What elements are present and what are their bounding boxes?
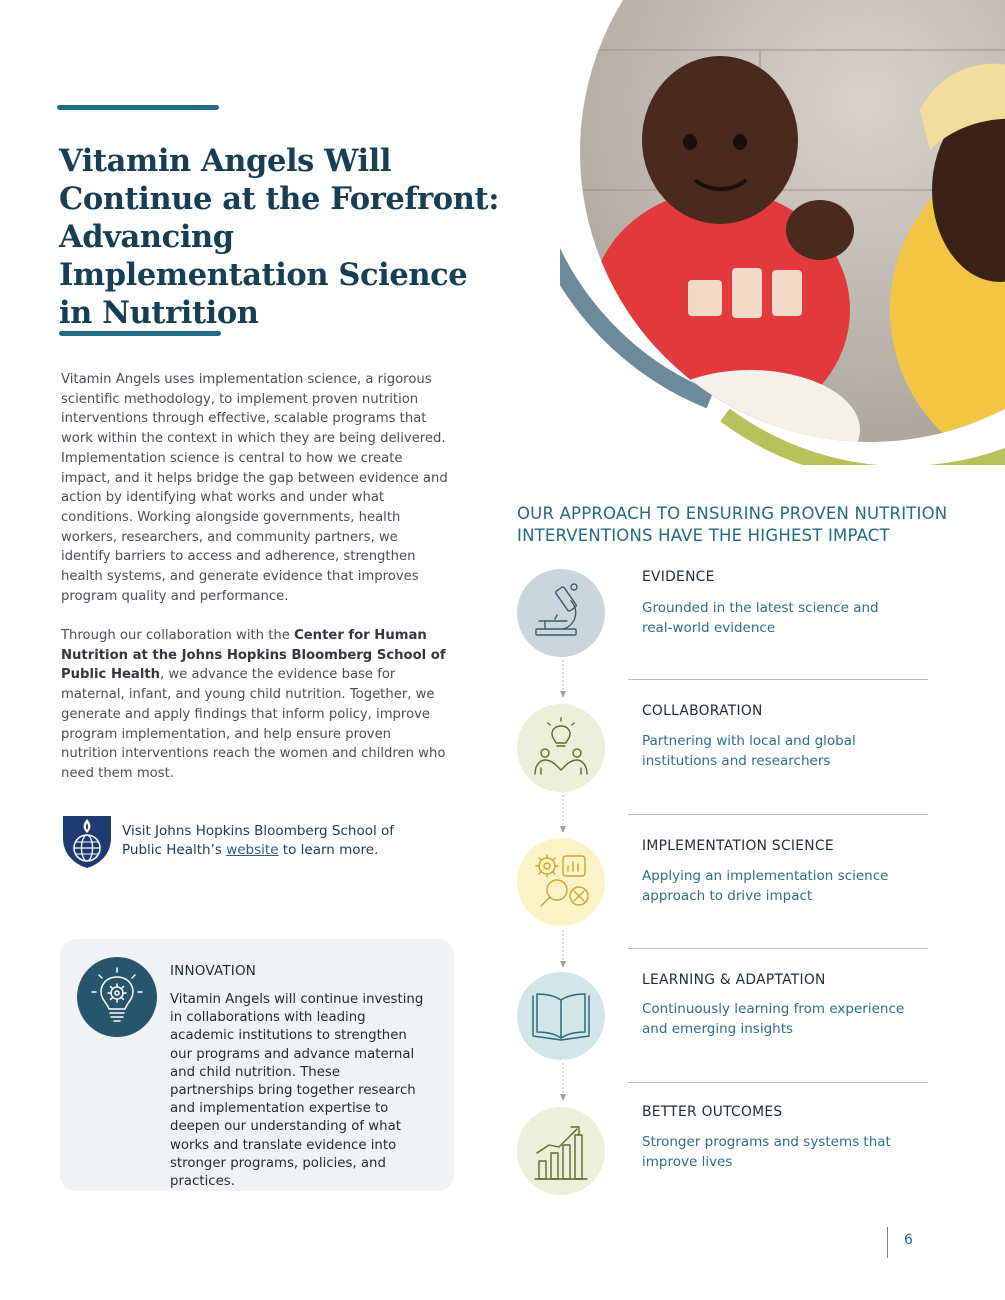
body-paragraph-1: Vitamin Angels uses implementation science, a rigorous scientific methodology, to implement proven nutrition interventions through effective, scalable programs that work within the context in which they are being delivered. Implementation science is central to how we create impact, and it helps bridge the gap between evidence and action by identifying what works and under what conditions. Working alongside governments, health workers, researchers, and community partners, we identify barriers to access and adherence, strengthen health systems, and generate evidence that improves program quality and performance. xyxy=(61,372,448,604)
step-connector-arrow xyxy=(560,930,563,970)
step-divider xyxy=(628,814,928,815)
open-book-icon xyxy=(517,972,605,1060)
title-top-rule xyxy=(57,105,219,110)
step-learning-desc: Continuously learning from experience and emerging insights xyxy=(642,1001,905,1037)
step-collaboration-circle xyxy=(517,704,605,792)
step-implementation-desc: Applying an implementation science approach to drive impact xyxy=(642,868,889,904)
step-outcomes-desc: Stronger programs and systems that improve lives xyxy=(642,1134,891,1170)
step-learning-circle xyxy=(517,972,605,1060)
step-divider xyxy=(628,948,928,949)
step-implementation-circle xyxy=(517,838,605,926)
title-bottom-rule xyxy=(59,331,221,336)
step-connector-arrow xyxy=(560,660,563,700)
step-learning-title: LEARNING & ADAPTATION xyxy=(642,972,826,988)
innovation-callout xyxy=(60,939,454,1191)
innovation-title: INNOVATION xyxy=(170,963,257,979)
analytics-gear-icon xyxy=(517,838,605,926)
para2-intro: Through our collaboration with the xyxy=(61,628,295,643)
step-connector-arrow xyxy=(560,795,563,835)
step-collaboration-desc: Partnering with local and global institutions and researchers xyxy=(642,733,856,769)
body-paragraph-2 xyxy=(61,626,449,784)
mother-and-baby-photo xyxy=(560,0,1005,465)
step-collaboration-title: COLLABORATION xyxy=(642,703,763,719)
jhu-text-after: to learn more. xyxy=(278,841,379,858)
jhu-website-link[interactable]: website xyxy=(226,841,279,858)
step-outcomes-circle xyxy=(517,1107,605,1195)
page-number: 6 xyxy=(904,1232,913,1248)
para2-bold-institution: Center for Human Nutrition at the Johns Hopkins Bloomberg School of Public Health xyxy=(61,628,446,683)
para2-rest: , we advance the evidence base for maternal, infant, and young child nutrition. Together, we generate and apply findings that inform policy, improve program implementation, and help ensure proven nutrition interventions reach the women and children who need them most. xyxy=(61,667,446,781)
microscope-icon xyxy=(517,569,605,657)
step-evidence-circle xyxy=(517,569,605,657)
step-outcomes-title: BETTER OUTCOMES xyxy=(642,1104,783,1120)
collaboration-lightbulb-icon xyxy=(517,704,605,792)
page-title: Vitamin Angels Will Continue at the Forefront: Advancing Implementation Science in Nutrition xyxy=(59,143,500,331)
jhu-text-before: Visit Johns Hopkins Bloomberg School of Public Health’s xyxy=(122,823,395,858)
step-divider xyxy=(628,679,928,680)
page-number-separator xyxy=(887,1227,888,1258)
jhu-visit-text xyxy=(122,822,422,859)
step-divider xyxy=(628,1082,928,1083)
jhu-shield-logo xyxy=(60,812,114,870)
step-evidence-title: EVIDENCE xyxy=(642,569,715,585)
rising-bar-chart-icon xyxy=(517,1107,605,1195)
step-connector-arrow xyxy=(560,1063,563,1103)
step-implementation-title: IMPLEMENTATION SCIENCE xyxy=(642,838,834,854)
lightbulb-gear-icon xyxy=(77,957,157,1037)
approach-section-title: OUR APPROACH TO ENSURING PROVEN NUTRITION INTERVENTIONS HAVE THE HIGHEST IMPACT xyxy=(517,504,948,545)
innovation-text: Vitamin Angels will continue investing in collaborations with leading academic institutions to strengthen our programs and advance maternal and child nutrition. These partnerships bring together research and implementation expertise to deepen our understanding of what works and translate evidence into stronger programs, policies, and practices. xyxy=(170,992,424,1190)
step-evidence-desc: Grounded in the latest science and real-world evidence xyxy=(642,600,879,636)
